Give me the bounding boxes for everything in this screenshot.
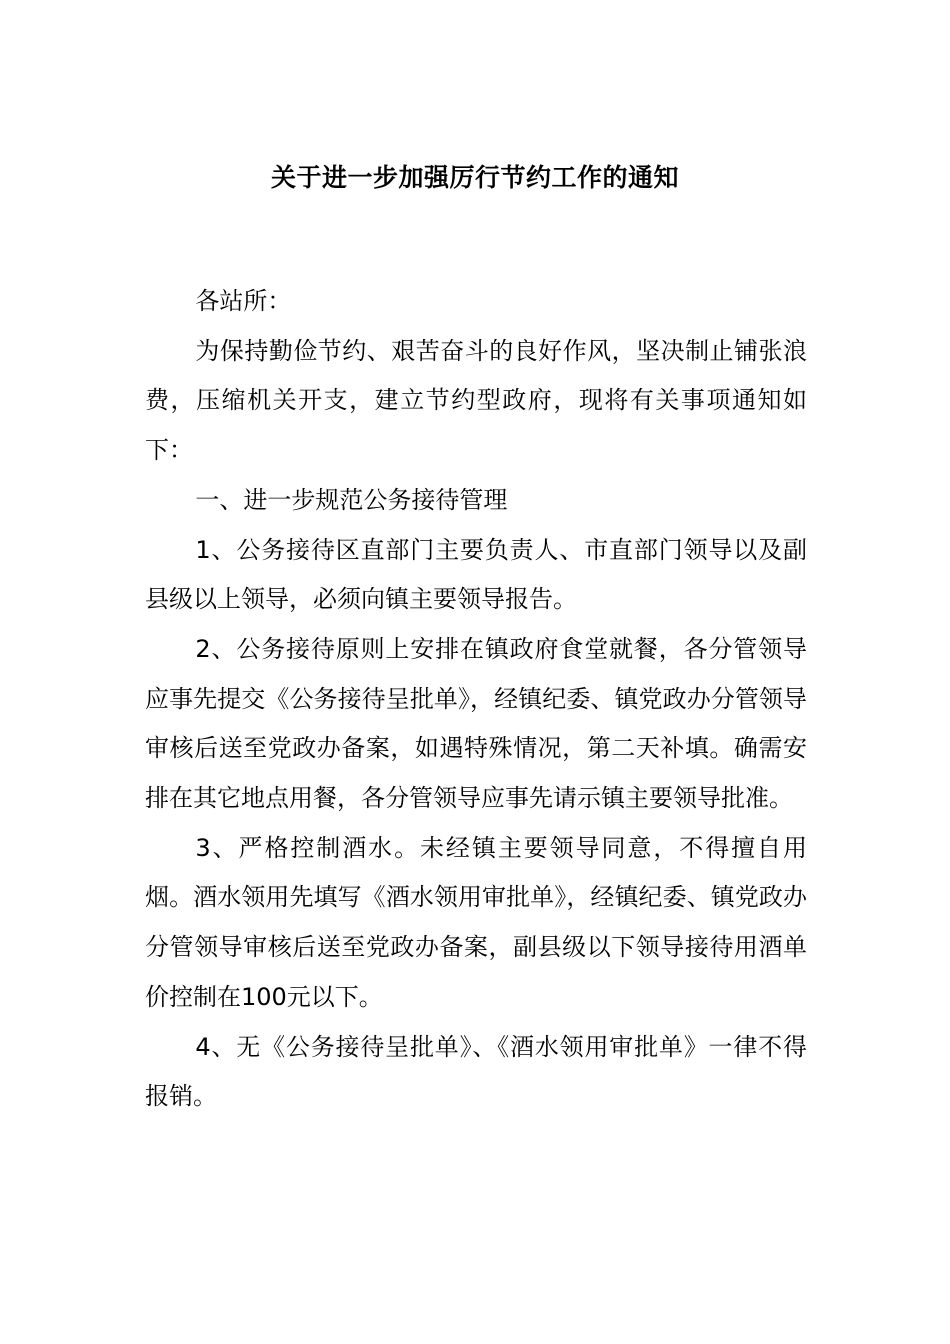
salutation: 各站所： <box>195 287 292 315</box>
document-title: 关于进一步加强厉行节约工作的通知 <box>270 163 679 192</box>
paragraph-item-3: 3、严格控制酒水。未经镇主要领导同意，不得擅自用烟。酒水领用先填写《酒水领用审批单》，经镇纪委、镇党政办分管领导审核后送至党政办备案，副县级以下领导接待用酒单价控制在100元以下。 <box>145 833 807 1011</box>
paragraph-item-4: 4、无《公务接待呈批单》、《酒水领用审批单》一律不得报销。 <box>145 1032 807 1111</box>
section-heading-1: 一、进一步规范公务接待管理 <box>195 485 508 514</box>
document-body <box>145 277 807 1122</box>
paragraph-item-2: 2、公务接待原则上安排在镇政府食堂就餐，各分管领导应事先提交《公务接待呈批单》，经镇纪委、镇党政办分管领导审核后送至党政办备案，如遇特殊情况，第二天补填。确需安排在其它地点用餐，各分管领导应事先请示镇主要领导批准。 <box>145 634 807 813</box>
paragraph-item-1: 1、公务接待区直部门主要负责人、市直部门领导以及副县级以上领导，必须向镇主要领导报告。 <box>145 535 807 614</box>
paragraph-intro: 为保持勤俭节约、艰苦奋斗的良好作风，坚决制止铺张浪费，压缩机关开支，建立节约型政府，现将有关事项通知如下： <box>145 336 807 465</box>
